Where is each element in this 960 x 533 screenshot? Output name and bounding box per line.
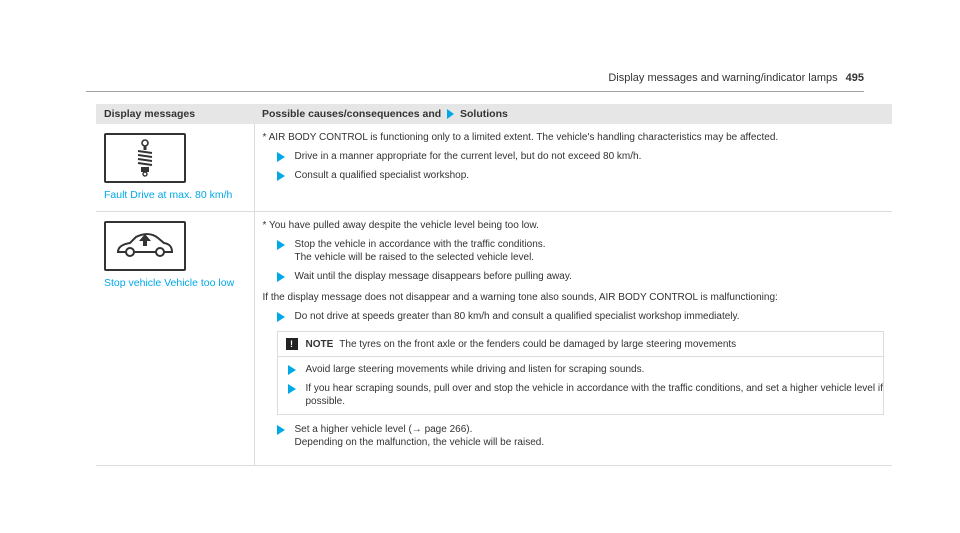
list-item: Consult a qualified specialist workshop. bbox=[277, 169, 885, 182]
note-header bbox=[278, 332, 884, 357]
header-title: Display messages and warning/indicator lamps bbox=[608, 72, 838, 84]
col-header-display-messages: Display messages bbox=[96, 104, 254, 124]
list-item: Drive in a manner appropriate for the current level, but do not exceed 80 km/h. bbox=[277, 150, 885, 163]
step-arrow-icon bbox=[277, 272, 285, 282]
table-row bbox=[96, 124, 892, 212]
warning-icon: ! bbox=[286, 338, 298, 350]
header-rule bbox=[86, 91, 864, 92]
message-text: Fault Drive at max. 80 km/h bbox=[104, 189, 233, 201]
table-row bbox=[96, 212, 892, 466]
col-header-causes-text: Possible causes/consequences and bbox=[262, 108, 442, 120]
note-box bbox=[277, 331, 885, 415]
list-item: Do not drive at speeds greater than 80 km/h and consult a qualified specialist workshop immediately. bbox=[277, 310, 885, 323]
message-cell bbox=[96, 124, 254, 212]
step-arrow-icon bbox=[288, 365, 296, 375]
note-text: The tyres on the front axle or the fenders could be damaged by large steering movements bbox=[339, 338, 737, 350]
col-header-solutions: Solutions bbox=[460, 108, 508, 120]
page-number: 495 bbox=[845, 72, 864, 84]
solution-arrow-icon bbox=[447, 109, 454, 119]
step-arrow-icon bbox=[277, 425, 285, 435]
col-header-causes bbox=[254, 104, 892, 124]
note-title: NOTE bbox=[305, 338, 334, 350]
cause-text: * You have pulled away despite the vehicle level being too low. bbox=[262, 220, 539, 231]
display-messages-table bbox=[96, 104, 892, 466]
vehicle-level-up-icon bbox=[104, 221, 186, 271]
step-arrow-icon bbox=[277, 312, 285, 322]
list-item: Set a higher vehicle level (→ page 266). Depending on the malfunction, the vehicle will be raised. bbox=[277, 423, 885, 449]
cause-cell bbox=[254, 212, 892, 466]
list-item: Wait until the display message disappears before pulling away. bbox=[277, 270, 885, 283]
step-arrow-icon bbox=[277, 240, 285, 250]
cause-cell bbox=[254, 124, 892, 212]
table-header-row bbox=[96, 104, 892, 124]
page-header bbox=[608, 72, 864, 84]
step-arrow-icon bbox=[277, 152, 285, 162]
step-arrow-icon bbox=[288, 384, 296, 394]
step-arrow-icon bbox=[277, 171, 285, 181]
condition-text: If the display message does not disappear and a warning tone also sounds, AIR BODY CONTROL is malfunctioning: bbox=[262, 292, 778, 303]
suspension-spring-icon bbox=[104, 133, 186, 183]
message-text: Stop vehicle Vehicle too low bbox=[104, 277, 235, 289]
list-item: Stop the vehicle in accordance with the traffic conditions. The vehicle will be raised to the selected vehicle level. bbox=[277, 238, 885, 264]
list-item: Avoid large steering movements while driving and listen for scraping sounds. bbox=[288, 363, 884, 376]
list-item: If you hear scraping sounds, pull over and stop the vehicle in accordance with the traffic conditions, and set a higher vehicle level if possible. bbox=[288, 382, 884, 408]
message-cell bbox=[96, 212, 254, 466]
cause-text: * AIR BODY CONTROL is functioning only to a limited extent. The vehicle's handling characteristics may be affected. bbox=[262, 132, 779, 143]
